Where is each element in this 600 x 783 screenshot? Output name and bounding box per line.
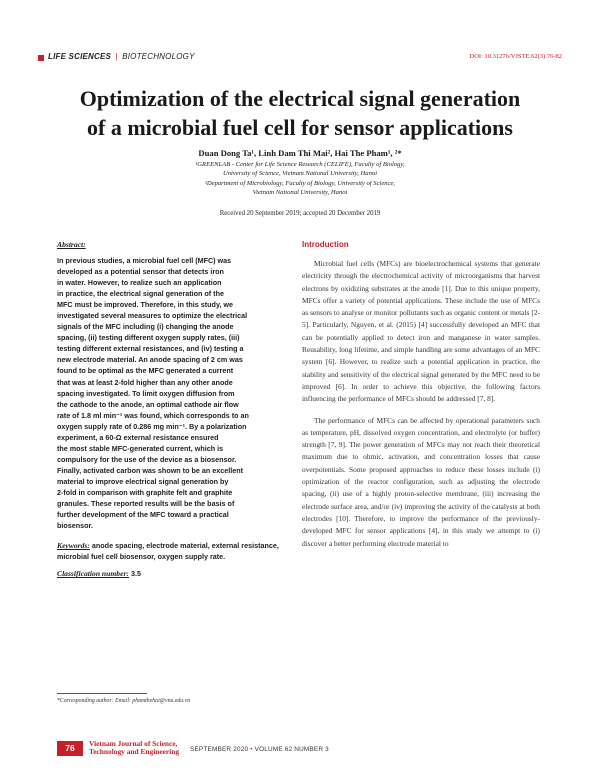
title-line: of a microbial fuel cell for sensor applications	[87, 115, 513, 140]
keywords	[57, 540, 289, 562]
keywords-text: anode spacing, electrode material, external resistance, microbial fuel cell biosensor, oxygen supply rate.	[57, 541, 279, 562]
abstract-body	[57, 255, 289, 531]
section-separator: |	[115, 52, 118, 61]
affiliations	[0, 160, 600, 198]
abstract-line: signals of the MFC including (i) changing the anode	[57, 322, 234, 332]
intro-paragraph: Microbial fuel cells (MFCs) are bioelectrochemical systems that generate electricity through the electrochemical activity of microorganisms that harvest electrons by oxidizing substrates at the anode [1]. Due to this unique property, MFCs offer a variety of potential applications. These include the use of MFCs as sensors to analyse or monitor pollutants such as organic content or metals [2-5]. Particularly, Nguyen, et al. (2015) [4] successfully developed an MFC that can be potentially applied to detect iron and manganese in water samples. Reusability, long lifetime, and simple handling are some advantages of an MFC system [6]. However, to realize such a potential application in practice, the stability and sensitivity of the electrical signal generated by the MFC need to be improved [6]. In order to achieve this objective, the following factors influencing the performance of MFCs should be addressed [7, 8].	[302, 259, 540, 404]
classification-label: Classification number:	[57, 569, 129, 579]
abstract-line: compulsory for the use of the device as a biosensor.	[57, 454, 237, 464]
issue-info	[190, 746, 329, 753]
affiliation-line: Vietnam National University, Hanoi	[252, 189, 348, 197]
abstract-line: oxygen supply rate of 0.286 mg min⁻¹. By a polarization	[57, 421, 247, 431]
doi-link[interactable]: DOI: 10.31276/VJSTE.62(3).76-82	[469, 53, 562, 60]
journal-name	[89, 740, 179, 757]
journal-name-line: Technology and Engineering	[89, 747, 180, 757]
abstract-column	[57, 240, 289, 578]
running-header	[38, 52, 562, 66]
section-label	[48, 52, 195, 61]
abstract-line: material to improve electrical signal generation by	[57, 476, 229, 486]
footnote-divider	[57, 693, 147, 694]
affiliation-line: University of Science, Vietnam National University, Hanoi	[222, 170, 378, 178]
intro-paragraph: The performance of MFCs can be affected by operational parameters such as temperature, pH, dissolved oxygen concentration, and electrolyte (or buffer) strength [7, 9]. The power generation of MFCs may not reach their theoretical maximum due to ohmic, activation, and concentration losses that cause overpotentials. Some proposed approaches to reduce these losses include (i) optimization of the reactor configuration, such as adjusting the electrode spacing, (ii) use of a highly proton-selective membrane, (iii) increasing the electrode surface area, and/or (iv) improving the activity of the catalysts at both electrodes [10]. Therefore, to improve the performance of the previously-developed MFC for sensor applications [4], in this study we attempt to (i) discover a better performing electrode material to	[302, 415, 540, 548]
abstract-line: the cathode to the anode, an optimal cathode air flow	[57, 399, 239, 409]
abstract-line: in practice, the electrical signal generation of the	[57, 289, 224, 299]
affiliation-line: ²Department of Microbiology, Faculty of Biology, University of Science,	[204, 179, 396, 187]
abstract-line: MFC must be improved. Therefore, in this study, we	[57, 300, 233, 310]
bullet-icon: •	[250, 746, 253, 753]
abstract-line: developed as a potential sensor that detects iron	[57, 267, 224, 277]
classification-value: 3.5	[130, 569, 141, 579]
abstract-line: testing different external resistances, and (iv) testing a	[57, 344, 244, 354]
section-marker-icon	[38, 55, 44, 61]
abstract-line: granules. These reported results will be the basis of	[57, 499, 235, 509]
abstract-line: biosensor.	[57, 521, 93, 531]
abstract-line: the most stable MFC-generated current, which is	[57, 443, 224, 453]
paper-title	[40, 84, 560, 142]
received-dates: Received 20 September 2019; accepted 20 December 2019	[219, 210, 381, 217]
introduction-column	[302, 240, 540, 550]
keywords-label: Keywords:	[57, 541, 90, 551]
abstract-label: Abstract:	[57, 240, 86, 249]
journal-name-line: Vietnam Journal of Science,	[89, 739, 178, 748]
corresponding-author-footnote: *Corresponding author: Email: phamthehai@vnu.edu.vn	[57, 698, 191, 704]
issue-date: SEPTEMBER 2020	[190, 746, 249, 753]
abstract-line: that was at least 2-fold higher than any other anode	[57, 377, 233, 387]
page-footer	[57, 737, 557, 757]
abstract-line: spacing, (ii) testing different oxygen supply rates, (iii)	[57, 333, 240, 343]
abstract-line: further development of the MFC toward a practical	[57, 510, 229, 520]
title-line: Optimization of the electrical signal generation	[79, 86, 521, 111]
abstract-line: spacing investigated. To limit oxygen diffusion from	[57, 388, 235, 398]
abstract-line: Finally, activated carbon was shown to be an excellent	[57, 465, 243, 475]
author-list: Duan Dong Ta¹, Linh Dam Thi Mai², Hai The Pham¹, ²*	[198, 148, 402, 158]
abstract-line: In previous studies, a microbial fuel cell (MFC) was	[57, 256, 232, 265]
page-number: 76	[57, 741, 83, 756]
introduction-heading: Introduction	[302, 240, 349, 249]
abstract-line: 2-fold in comparison with graphite felt and graphite	[57, 487, 233, 497]
abstract-line: new electrode material. An anode spacing of 2 cm was	[57, 355, 243, 365]
section-name: LIFE SCIENCES	[48, 52, 112, 61]
classification	[57, 569, 289, 578]
abstract-line: found to be optimal as the MFC generated a current	[57, 366, 234, 376]
issue-volume: VOLUME 62 NUMBER 3	[254, 746, 329, 753]
abstract-line: rate of 1.8 ml min⁻¹ was found, which corresponds to an	[57, 410, 249, 420]
abstract-line: investigated several measures to optimize the electrical	[57, 311, 248, 321]
abstract-line: in water. However, to realize such an application	[57, 278, 222, 288]
subsection-name: BIOTECHNOLOGY	[122, 52, 195, 61]
abstract-line: experiment, a 60-Ω external resistance ensured	[57, 432, 219, 442]
affiliation-line: ¹GREENLAB - Center for Life Science Research (CELIFE), Faculty of Biology,	[195, 161, 405, 168]
